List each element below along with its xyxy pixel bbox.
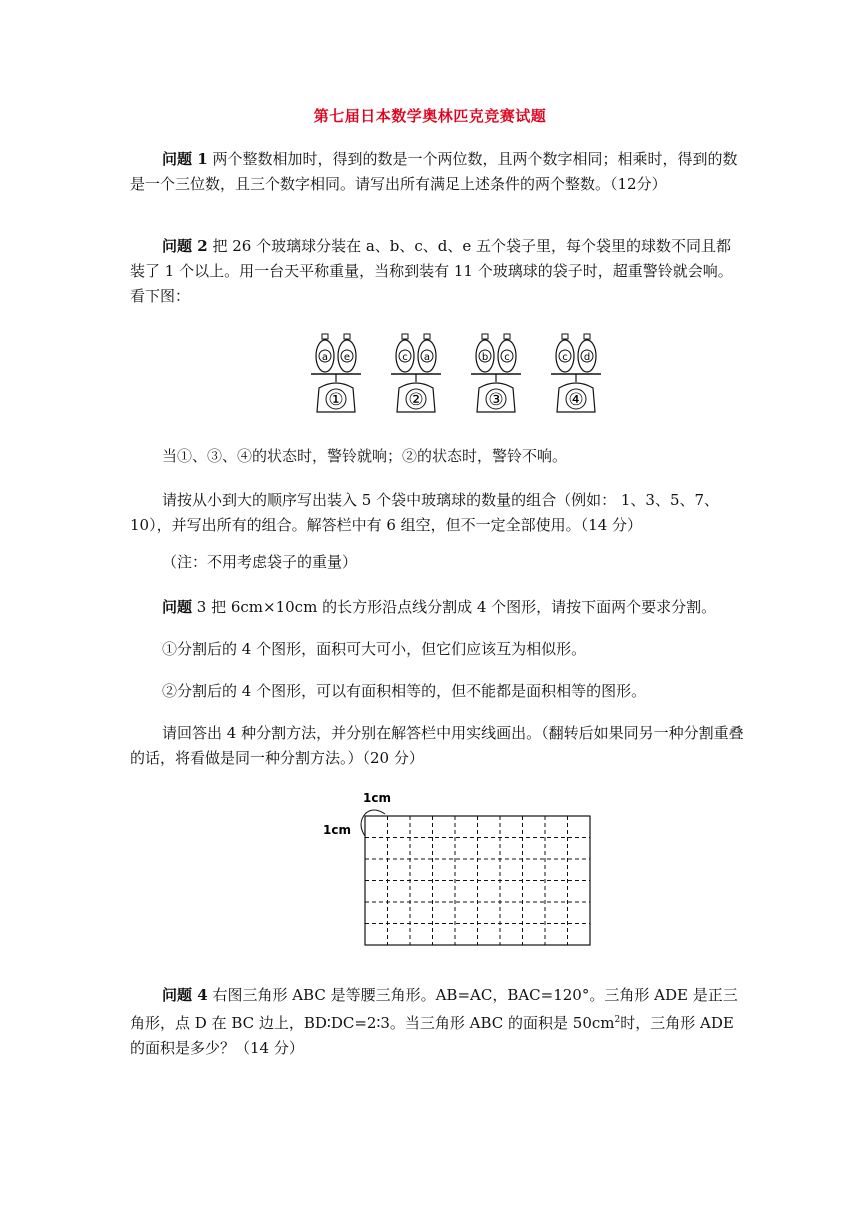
question-4-text-after: 时，三角形 ADE 的面积是多少？（14 分） [130,1014,734,1057]
bag-neck [402,334,408,339]
bag-label: c [504,352,510,363]
grid-brace-top [365,810,385,814]
grid-brace-left [361,814,365,836]
question-2-note: （注：不用考虑袋子的重量） [162,553,358,571]
rectangle-grid-figure [315,786,600,960]
question-4 [130,983,745,1061]
grid-label-top: 1cm [363,791,391,805]
question-3-text: 3 把 6cm×10cm 的长方形沿点线分割成 4 个图形，请按下面两个要求分割。 [192,598,717,616]
question-3 [130,595,745,620]
question-4-label: 问题 4 [162,986,208,1004]
page-title: 第七届日本数学奥林匹克竞赛试题 [313,107,547,125]
scale-number: ③ [488,390,504,410]
bag-neck [322,334,328,339]
bag-neck [424,334,430,339]
bag-neck [562,334,568,339]
question-3-req-2: ②分割后的 4 个图形，可以有面积相等的，但不能都是面积相等的图形。 [162,682,647,700]
bag-label: b [481,352,489,363]
question-1 [130,147,745,197]
balance-scales-figure [305,330,605,414]
question-1-text: 两个整数相加时，得到的数是一个两位数，且两个数字相同；相乘时，得到的数是一个三位数，且三个数字相同。请写出所有满足上述条件的两个整数。（12分） [130,150,738,193]
bag-neck [584,334,590,339]
question-4-text: 右图三角形 ABC 是等腰三角形。AB=AC，BAC=120°。三角形 ADE 是正三角形，点 D 在 BC 边上，BD∶DC=2∶3。当三角形 ABC 的面积是 50cm [130,986,738,1032]
question-2-state: 当①、③、④的状态时，警铃就响；②的状态时，警铃不响。 [162,447,568,465]
question-3-instruction: 请回答出 4 种分割方法，并分别在解答栏中用实线画出。（翻转后如果同另一种分割重叠的话，将看做是同一种分割方法。）（20 分） [130,724,744,767]
bag-label: c [562,352,568,363]
balance-scale [471,334,521,412]
grid-label-left: 1cm [323,823,351,837]
scale-number: ① [328,390,344,410]
bag-neck [344,334,350,339]
question-3-req-1: ①分割后的 4 个图形，面积可大可小，但它们应该互为相似形。 [162,640,587,658]
bag-neck [482,334,488,339]
balance-scale [391,334,441,412]
question-2-label: 问题 2 [162,237,208,255]
question-1-label: 问题 1 [162,150,208,168]
bag-label: a [321,352,329,363]
balance-scale [311,334,361,412]
scale-number: ② [408,390,424,410]
question-2-text: 把 26 个玻璃球分装在 a、b、c、d、e 五个袋子里，每个袋里的球数不同且都装了 1 个以上。用一台天平称重量，当称到装有 11 个玻璃球的袋子时，超重警铃就会响。看下图： [130,237,733,305]
question-4-sup: 2 [614,1015,621,1025]
question-2-instruction: 请按从小到大的顺序写出装入 5 个袋中玻璃球的数量的组合（例如： 1、3、5、7、10），并写出所有的组合。解答栏中有 6 组空，但不一定全部使用。（14 分） [130,491,720,534]
question-3-label: 问题 [162,598,193,616]
scale-number: ④ [568,390,584,410]
bag-neck [504,334,510,339]
bag-label: a [423,352,431,363]
bag-label: d [583,352,591,363]
bag-label: c [402,352,408,363]
question-2 [130,234,745,309]
balance-scale [551,334,601,412]
bag-label: e [343,352,351,363]
